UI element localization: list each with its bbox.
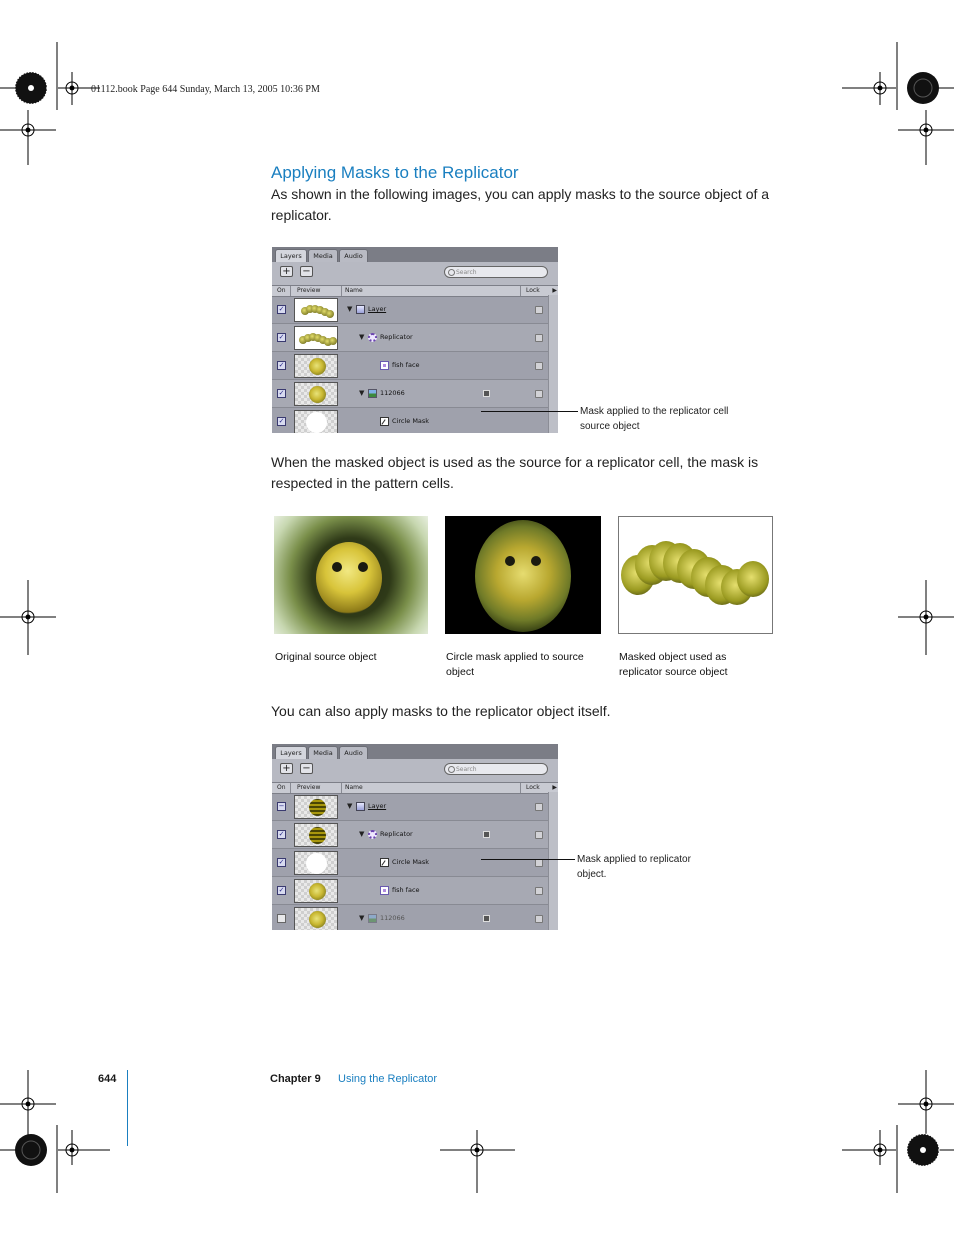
enable-checkbox[interactable]: ✓: [278, 389, 285, 397]
replicator-icon: [368, 830, 377, 839]
layer-icon: [356, 802, 365, 811]
caption-original: Original source object: [275, 651, 377, 663]
lock-icon[interactable]: [535, 362, 543, 370]
layer-name: Layer: [368, 305, 387, 313]
remove-layer-button[interactable]: −: [300, 763, 313, 774]
tab-audio[interactable]: Audio: [339, 746, 368, 759]
layer-row-replicator[interactable]: [272, 821, 548, 849]
lock-icon[interactable]: [535, 859, 543, 867]
disclosure-triangle-icon[interactable]: ▼: [359, 830, 365, 838]
chapter-title: Using the Replicator: [338, 1073, 438, 1085]
circle-mask-name: Circle Mask: [392, 858, 430, 866]
col-on[interactable]: On: [277, 287, 286, 294]
tab-layers[interactable]: Layers: [275, 249, 307, 262]
lock-icon[interactable]: [535, 915, 543, 923]
intro-paragraph: As shown in the following images, you can apply masks to the source object of a replicator.: [271, 186, 770, 223]
disclosure-triangle-icon[interactable]: ▼: [359, 389, 365, 397]
footer-rule: [127, 1070, 128, 1146]
tab-bar: [272, 247, 558, 262]
search-placeholder: Search: [456, 766, 477, 773]
lock-icon[interactable]: [535, 831, 543, 839]
enable-checkbox[interactable]: ✓: [278, 886, 285, 894]
page-number: 644: [98, 1073, 117, 1085]
image-icon: [380, 361, 389, 370]
fish-face-preview-thumbnail: [294, 879, 338, 903]
circle-mask-preview-thumbnail: [294, 851, 338, 875]
circle-masked-photo: [445, 516, 601, 634]
112066-name: 112066: [380, 389, 405, 397]
add-layer-button[interactable]: +: [280, 763, 293, 774]
callout-line-1: [481, 411, 578, 412]
scrollbar[interactable]: [548, 295, 558, 433]
mask-chip-icon[interactable]: [483, 831, 490, 838]
image-icon: [380, 886, 389, 895]
enable-checkbox[interactable]: ✓: [278, 333, 285, 341]
tab-layers[interactable]: Layers: [275, 746, 307, 759]
lock-icon[interactable]: [535, 390, 543, 398]
replicator-name: Replicator: [380, 830, 413, 838]
search-placeholder: Search: [456, 269, 477, 276]
fish-face-preview-thumbnail: [294, 354, 338, 378]
mask-icon: [380, 417, 389, 426]
lock-icon[interactable]: [535, 887, 543, 895]
layer-row-fish-face[interactable]: [272, 352, 548, 380]
lock-icon[interactable]: [535, 306, 543, 314]
panel-toolbar: [272, 759, 558, 782]
112066-preview-thumbnail: [294, 382, 338, 406]
enable-checkbox[interactable]: ✓: [278, 830, 285, 838]
add-layer-button[interactable]: +: [280, 266, 293, 277]
search-input[interactable]: [444, 763, 548, 775]
col-preview[interactable]: Preview: [297, 784, 321, 791]
print-slug: 01112.book Page 644 Sunday, March 13, 2005 10:36 PM: [91, 84, 320, 95]
tab-bar: [272, 744, 558, 759]
112066-preview-thumbnail: [294, 907, 338, 930]
layer-preview-thumbnail: [294, 298, 338, 322]
layers-panel-1: [272, 247, 558, 433]
layer-row-112066[interactable]: [272, 380, 548, 408]
column-menu-arrow-icon[interactable]: ▶: [552, 287, 557, 294]
layer-row-layer[interactable]: [272, 793, 548, 821]
panel-toolbar: [272, 262, 558, 285]
lock-icon[interactable]: [535, 334, 543, 342]
enable-checkbox[interactable]: ✓: [278, 361, 285, 369]
tab-media[interactable]: Media: [308, 249, 338, 262]
112066-name: 112066: [380, 914, 405, 922]
lock-icon[interactable]: [535, 803, 543, 811]
enable-checkbox[interactable]: ✓: [278, 305, 285, 313]
search-icon: [448, 269, 455, 276]
layer-row-fish-face[interactable]: [272, 877, 548, 905]
middle-paragraph: When the masked object is used as the source for a replicator cell, the mask is respected in the pattern cells.: [271, 454, 759, 491]
layer-preview-thumbnail: [294, 795, 338, 819]
fish-face-name: fish face: [392, 361, 420, 369]
replicator-name: Replicator: [380, 333, 413, 341]
scrollbar[interactable]: [548, 792, 558, 930]
column-menu-arrow-icon[interactable]: ▶: [552, 784, 557, 791]
original-source-photo: [274, 516, 428, 634]
search-icon: [448, 766, 455, 773]
enable-checkbox[interactable]: ✓: [278, 417, 285, 425]
layers-panel-2: [272, 744, 558, 930]
col-name[interactable]: Name: [345, 784, 363, 791]
also-paragraph: You can also apply masks to the replicator object itself.: [271, 703, 611, 719]
caption-replicator: Masked object used as replicator source object: [619, 651, 728, 678]
disclosure-triangle-icon[interactable]: ▼: [347, 802, 353, 810]
layer-name: Layer: [368, 802, 387, 810]
replicator-preview-thumbnail: [294, 823, 338, 847]
col-on[interactable]: On: [277, 784, 286, 791]
caption-circle-mask: Circle mask applied to source object: [446, 651, 584, 678]
disclosure-triangle-icon[interactable]: ▼: [347, 305, 353, 313]
callout-2: Mask applied to replicator object.: [577, 854, 691, 880]
tab-audio[interactable]: Audio: [339, 249, 368, 262]
section-heading: Applying Masks to the Replicator: [271, 163, 519, 182]
layer-row-112066[interactable]: [272, 905, 548, 930]
layer-icon: [356, 305, 365, 314]
search-input[interactable]: [444, 266, 548, 278]
remove-layer-button[interactable]: −: [300, 266, 313, 277]
enable-checkbox[interactable]: ✓: [278, 858, 285, 866]
replicator-preview-thumbnail: [294, 326, 338, 350]
col-lock[interactable]: Lock: [526, 287, 540, 294]
layer-row-circle-mask[interactable]: [272, 849, 548, 877]
col-lock[interactable]: Lock: [526, 784, 540, 791]
picture-icon: [368, 914, 377, 923]
mask-chip-icon[interactable]: [483, 915, 490, 922]
disclosure-triangle-icon[interactable]: ▼: [359, 333, 365, 341]
mask-icon: [380, 858, 389, 867]
disclosure-triangle-icon[interactable]: ▼: [359, 914, 365, 922]
replicator-result-photo: [618, 516, 773, 634]
replicator-icon: [368, 333, 377, 342]
col-preview[interactable]: Preview: [297, 287, 321, 294]
circle-mask-preview-thumbnail: [294, 410, 338, 433]
circle-mask-name: Circle Mask: [392, 417, 430, 425]
picture-icon: [368, 389, 377, 398]
enable-checkbox[interactable]: −: [278, 802, 285, 810]
callout-1: Mask applied to the replicator cell source object: [580, 406, 729, 432]
callout-line-2: [481, 859, 575, 860]
enable-checkbox[interactable]: [277, 914, 286, 923]
chapter-label: Chapter 9: [270, 1073, 321, 1085]
layer-row-layer[interactable]: [272, 296, 548, 324]
fish-face-name: fish face: [392, 886, 420, 894]
layer-row-replicator[interactable]: [272, 324, 548, 352]
col-name[interactable]: Name: [345, 287, 363, 294]
tab-media[interactable]: Media: [308, 746, 338, 759]
mask-chip-icon[interactable]: [483, 390, 490, 397]
